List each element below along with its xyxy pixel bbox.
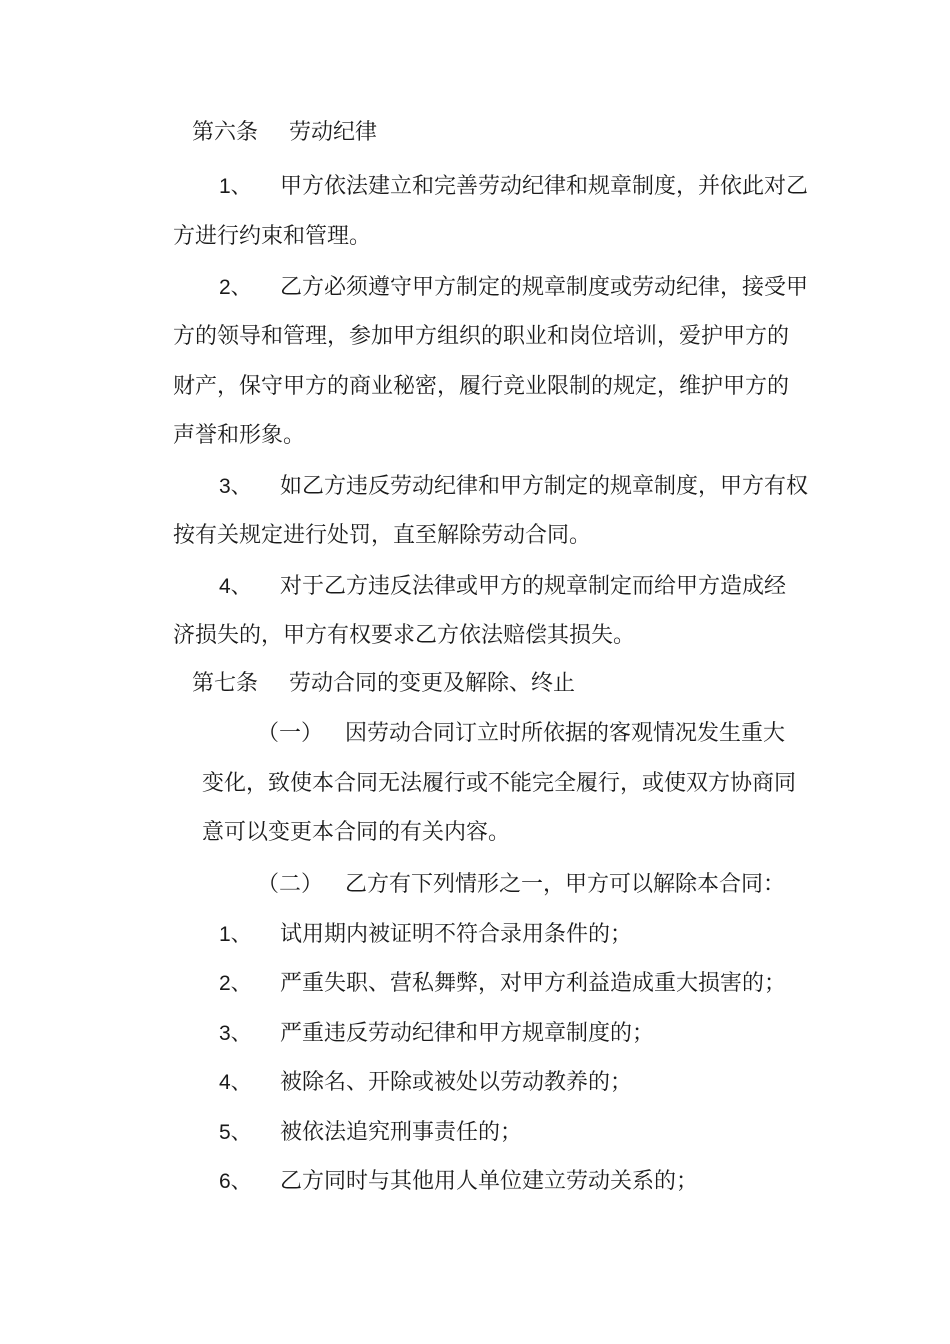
article7-item4-text: 被除名、开除或被处以劳动教养的； [280, 1070, 633, 1095]
article7-item6-text: 乙方同时与其他用人单位建立劳动关系的； [280, 1169, 699, 1194]
article6-item2-line2: 方的领导和管理，参加甲方组织的职业和岗位培训，爱护甲方的 [173, 324, 790, 349]
article6-item2-line3: 财产，保守甲方的商业秘密，履行竞业限制的规定，维护甲方的 [173, 374, 790, 399]
article7-section1-line1: 因劳动合同订立时所依据的客观情况发生重大 [345, 721, 786, 746]
article7-section2-number: （二） [257, 872, 324, 897]
article7-item3-number: 3、 [219, 1022, 252, 1045]
article7-title: 劳动合同的变更及解除、终止 [289, 671, 576, 696]
article6-item1-line1: 甲方依法建立和完善劳动纪律和规章制度，并依此对乙 [280, 174, 809, 199]
article6-item1-line2: 方进行约束和管理。 [173, 224, 372, 249]
article7-section1-line2: 变化，致使本合同无法履行或不能完全履行，或使双方协商同 [202, 771, 797, 796]
article6-item4-line2: 济损失的，甲方有权要求乙方依法赔偿其损失。 [173, 623, 636, 648]
article7-section1-line3: 意可以变更本合同的有关内容。 [202, 820, 511, 845]
article7-item2-number: 2、 [219, 972, 252, 995]
article6-item2-line4: 声誉和形象。 [173, 423, 306, 448]
article6-item3-line2: 按有关规定进行处罚，直至解除劳动合同。 [173, 523, 592, 548]
article7-item5-number: 5、 [219, 1121, 252, 1144]
article7-section1-number: （一） [257, 721, 324, 746]
article7-item6-number: 6、 [219, 1170, 252, 1193]
article6-item2-number: 2、 [219, 276, 252, 299]
article7-item5-text: 被依法追究刑事责任的； [280, 1120, 523, 1145]
article7-item2-text: 严重失职、营私舞弊，对甲方利益造成重大损害的； [280, 971, 787, 996]
article7-label: 第七条 [192, 671, 259, 696]
article7-item1-number: 1、 [219, 923, 252, 946]
article6-item3-number: 3、 [219, 475, 252, 498]
article6-item2-line1: 乙方必须遵守甲方制定的规章制度或劳动纪律，接受甲 [280, 275, 809, 300]
article6-item4-line1: 对于乙方违反法律或甲方的规章制定而给甲方造成经 [280, 574, 787, 599]
article6-title: 劳动纪律 [289, 120, 378, 145]
article7-item1-text: 试用期内被证明不符合录用条件的； [280, 922, 633, 947]
article6-item1-number: 1、 [219, 175, 252, 198]
article7-item4-number: 4、 [219, 1071, 252, 1094]
article6-item3-line1: 如乙方违反劳动纪律和甲方制定的规章制度，甲方有权 [280, 474, 809, 499]
article7-section2-line1: 乙方有下列情形之一，甲方可以解除本合同： [345, 872, 786, 897]
article6-label: 第六条 [192, 120, 259, 145]
article6-item4-number: 4、 [219, 575, 252, 598]
article7-item3-text: 严重违反劳动纪律和甲方规章制度的； [280, 1021, 655, 1046]
